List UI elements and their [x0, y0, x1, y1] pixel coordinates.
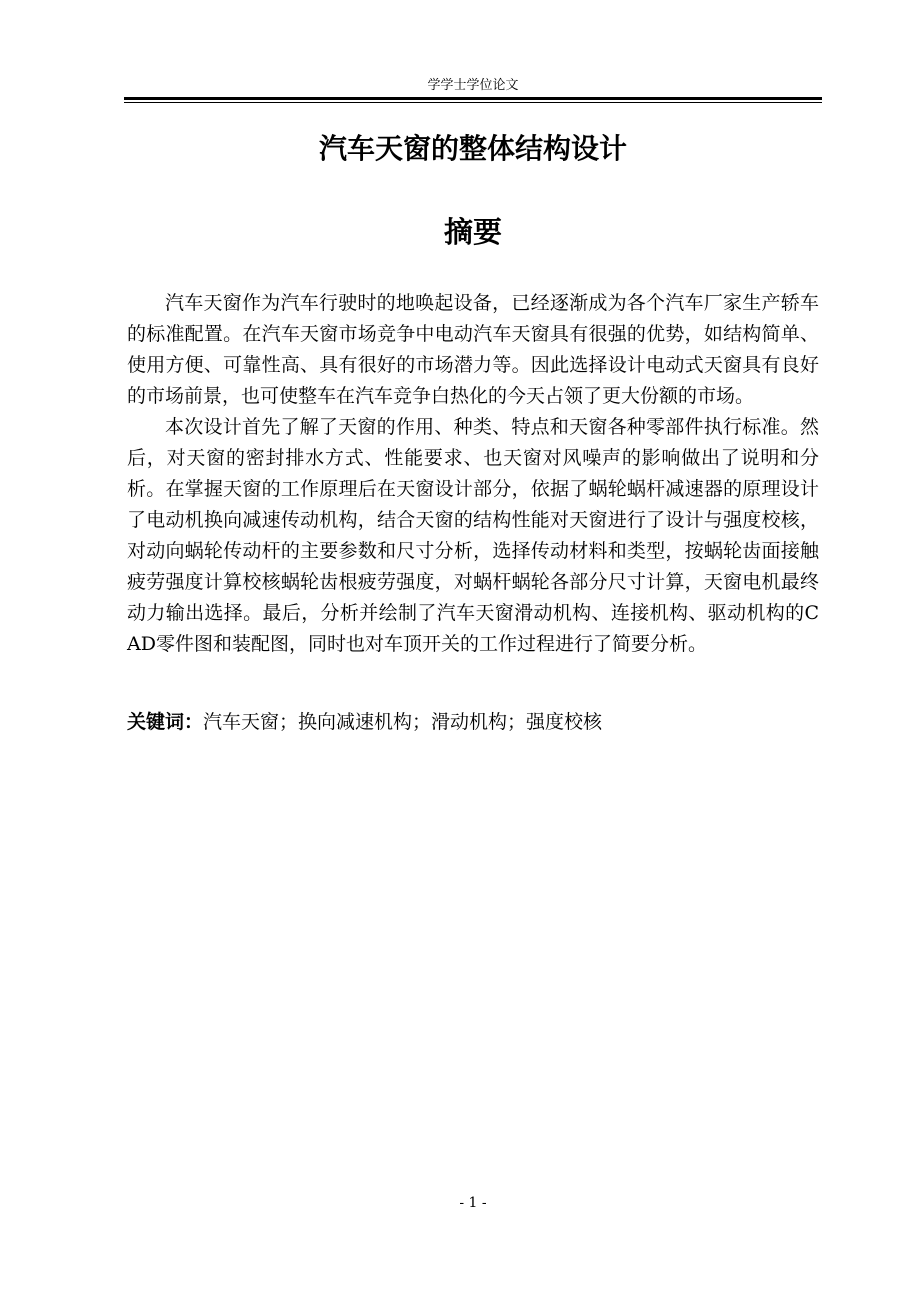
- abstract-paragraph-2: 本次设计首先了解了天窗的作用、种类、特点和天窗各种零部件执行标准。然后，对天窗的密封排水方式、性能要求、也天窗对风噪声的影响做出了说明和分析。在掌握天窗的工作原理后在天窗设计部分，依据了蜗轮蜗杆减速器的原理设计了电动机换向减速传动机构，结合天窗的结构性能对天窗进行了设计与强度校核，对动向蜗轮传动杆的主要参数和尺寸分析，选择传动材料和类型，按蜗轮齿面接触疲劳强度计算校核蜗轮齿根疲劳强度，对蜗杆蜗轮各部分尺寸计算，天窗电机最终动力输出选择。最后，分析并绘制了汽车天窗滑动机构、连接机构、驱动机构的CAD零件图和装配图，同时也对车顶开关的工作过程进行了简要分析。: [127, 416, 819, 655]
- abstract-heading: 摘要: [443, 215, 502, 249]
- keywords-label: 关键词：: [127, 711, 204, 733]
- page-number: - 1 -: [459, 1195, 487, 1211]
- abstract-body: [127, 288, 819, 660]
- document-title: 汽车天窗的整体结构设计: [318, 132, 627, 165]
- keywords-text: 汽车天窗；换向减速机构；滑动机构；强度校核: [203, 711, 603, 733]
- running-header: 学学士学位论文: [427, 78, 519, 93]
- keywords: [127, 707, 819, 738]
- header-rule-thin: [124, 102, 822, 103]
- abstract-paragraph-1: 汽车天窗作为汽车行驶时的地唤起设备，已经逐渐成为各个汽车厂家生产轿车的标准配置。在汽车天窗市场竞争中电动汽车天窗具有很强的优势，如结构简单、使用方便、可靠性高、具有很好的市场潜力等。因此选择设计电动式天窗具有良好的市场前景，也可使整车在汽车竞争白热化的今天占领了更大份额的市场。: [127, 292, 819, 407]
- header-rule-thick: [124, 97, 822, 100]
